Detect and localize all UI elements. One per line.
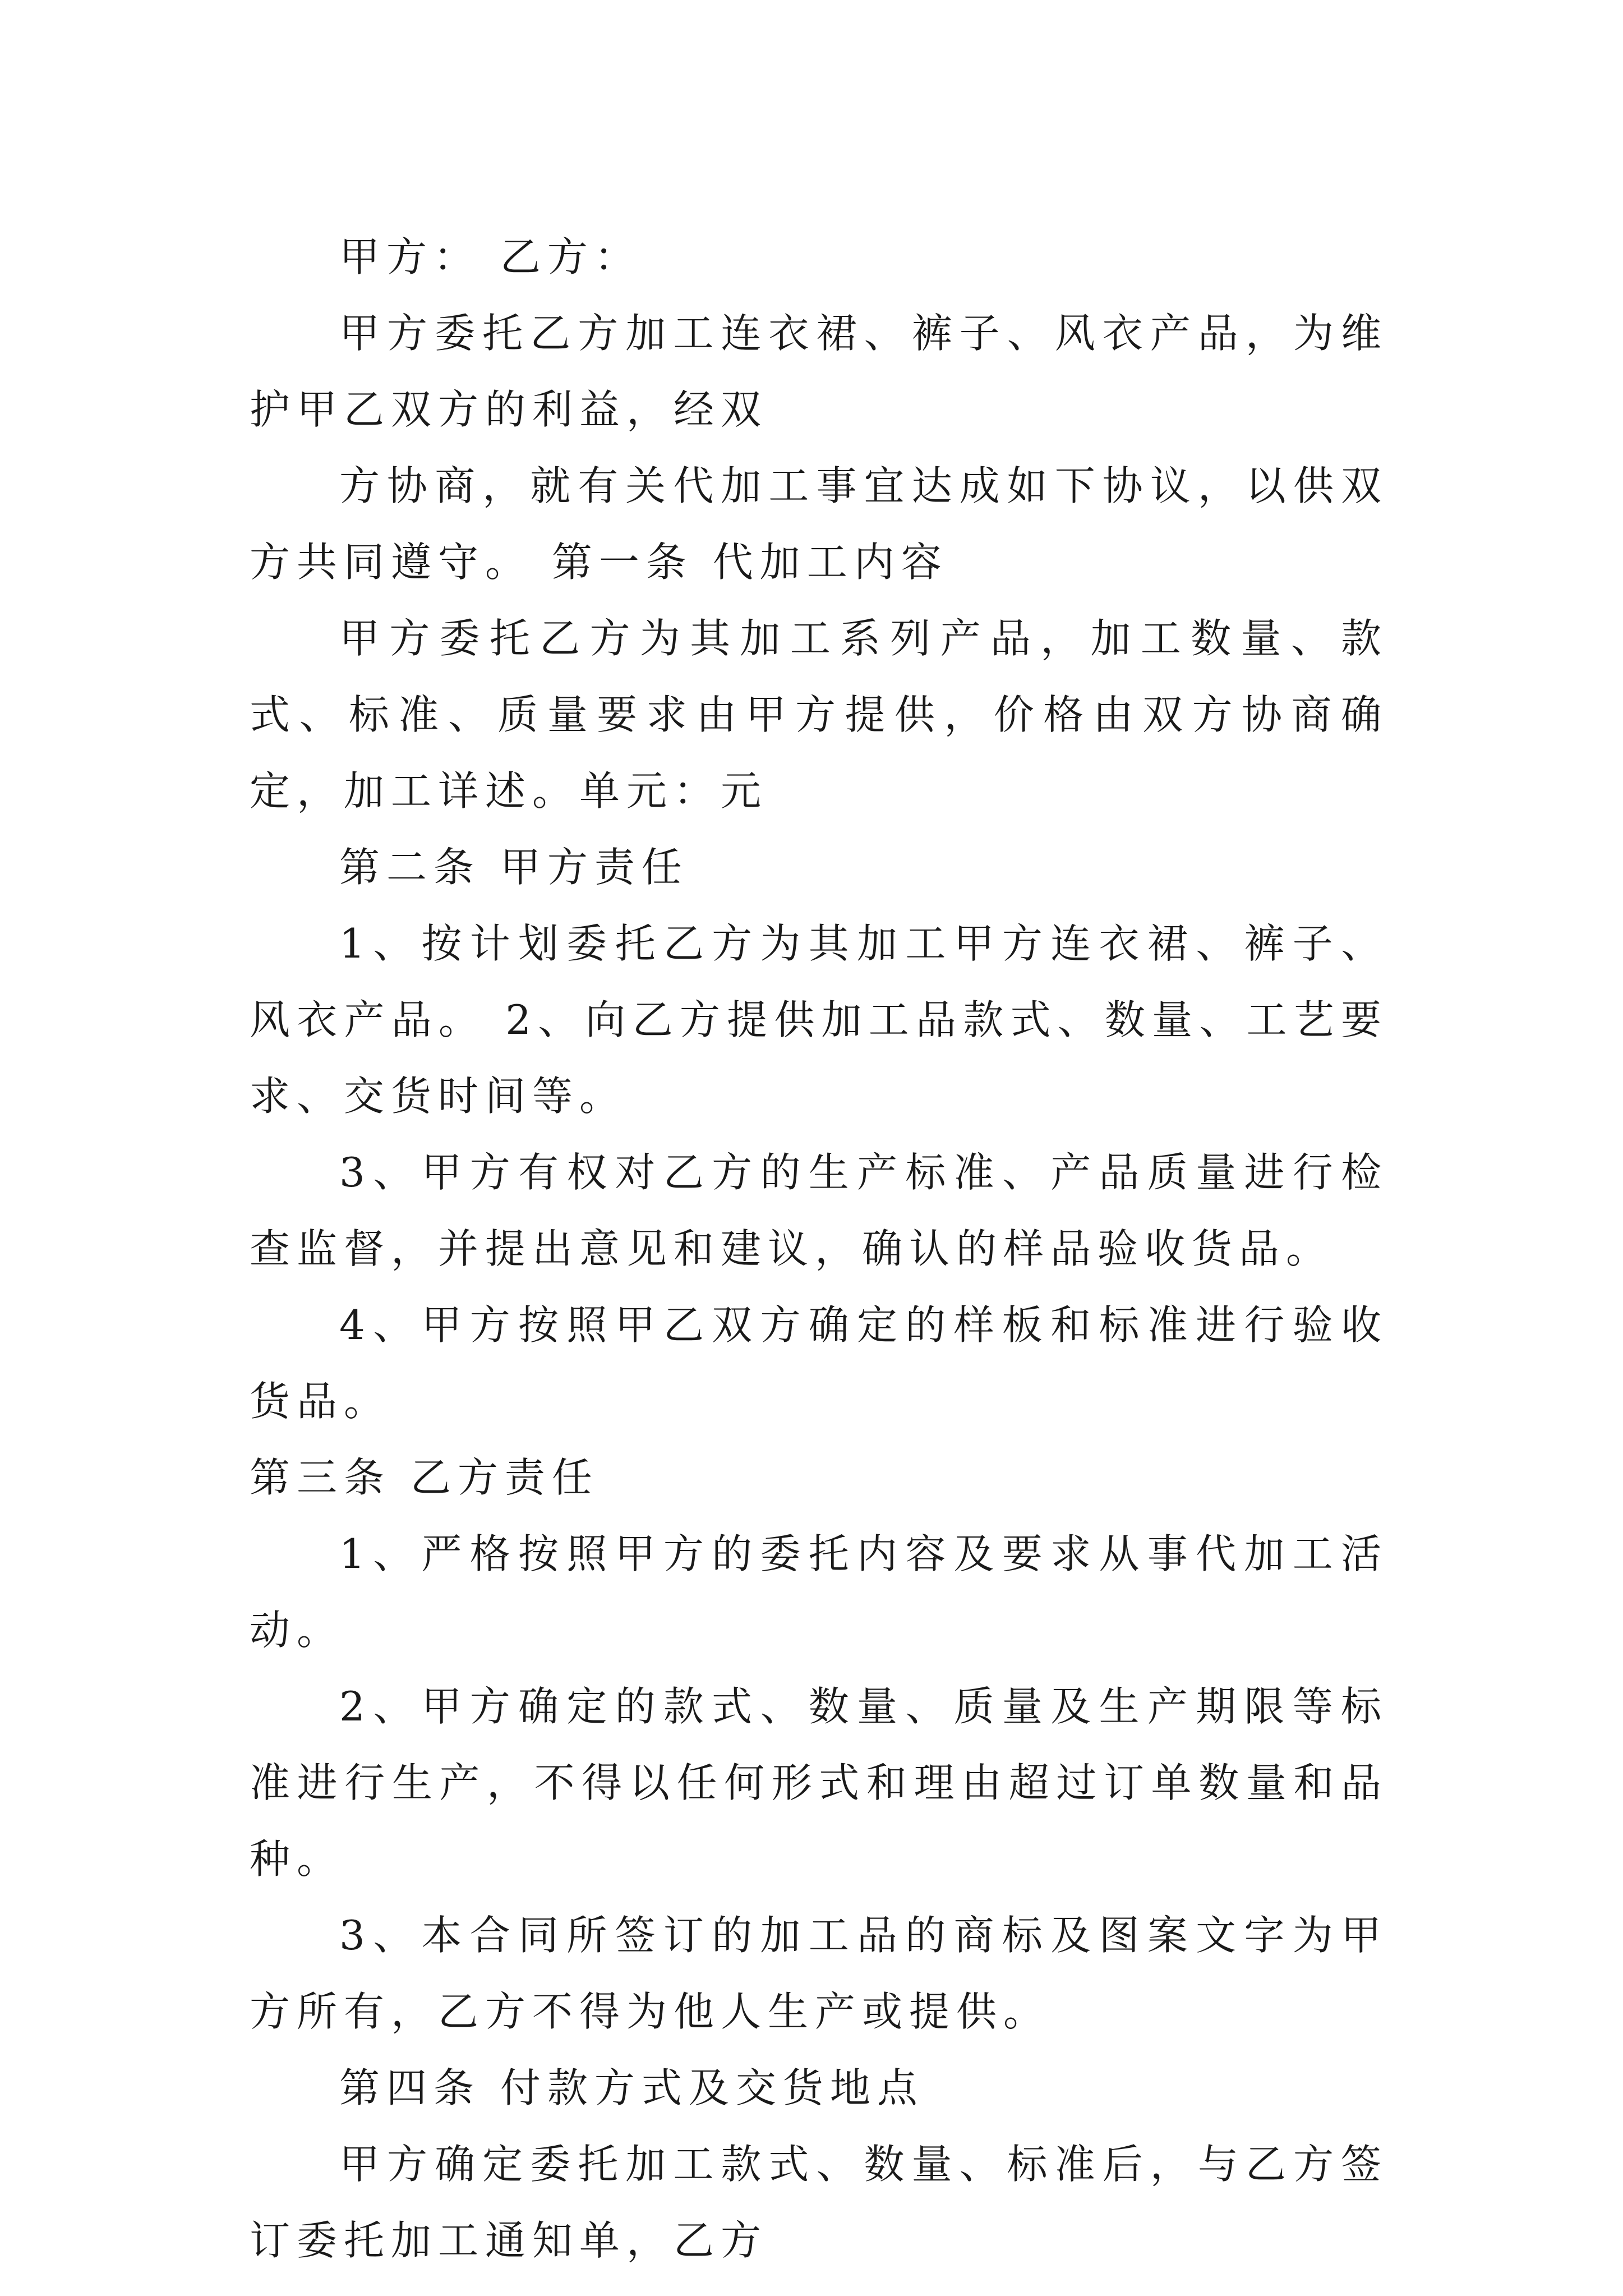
article-1-body: 甲方委托乙方为其加工系列产品，加工数量、款式、标准、质量要求由甲方提供，价格由双方协商确定，加工详述。单元：元: [250, 615, 1388, 815]
intro-paragraph: 甲方委托乙方加工连衣裙、裤子、风衣产品，为维护甲乙双方的利益，经双: [250, 310, 1388, 433]
article-3-item-1: 1、严格按照甲方的委托内容及要求从事代加工活动。: [250, 1530, 1388, 1654]
party-line: 甲方： 乙方：: [339, 233, 642, 280]
article-3-heading: 第三条 乙方责任: [250, 1454, 599, 1501]
article-3-item-3: 3、本合同所签订的加工品的商标及图案文字为甲方所有，乙方不得为他人生产或提供。: [250, 1912, 1388, 2035]
article-2-item-1-2: 1、按计划委托乙方为其加工甲方连衣裙、裤子、风衣产品。 2、向乙方提供加工品款式、数量、工艺要求、交货时间等。: [250, 920, 1388, 1120]
article-2-item-4: 4、甲方按照甲乙双方确定的样板和标准进行验收货品。: [250, 1301, 1388, 1425]
article-2-heading: 第二条 甲方责任: [339, 844, 689, 891]
article-2-item-3: 3、甲方有权对乙方的生产标准、产品质量进行检查监督，并提出意见和建议，确认的样品验收货品。: [250, 1149, 1388, 1272]
document-body: [250, 219, 1388, 2279]
article-4-body: 甲方确定委托加工款式、数量、标准后，与乙方签订委托加工通知单，乙方: [250, 2141, 1388, 2264]
agreement-paragraph: 方协商，就有关代加工事宜达成如下协议，以供双方共同遵守。 第一条 代加工内容: [250, 462, 1388, 586]
article-4-heading: 第四条 付款方式及交货地点: [339, 2064, 924, 2111]
article-3-item-2: 2、甲方确定的款式、数量、质量及生产期限等标准进行生产，不得以任何形式和理由超过订单数量和品种。: [250, 1683, 1388, 1883]
